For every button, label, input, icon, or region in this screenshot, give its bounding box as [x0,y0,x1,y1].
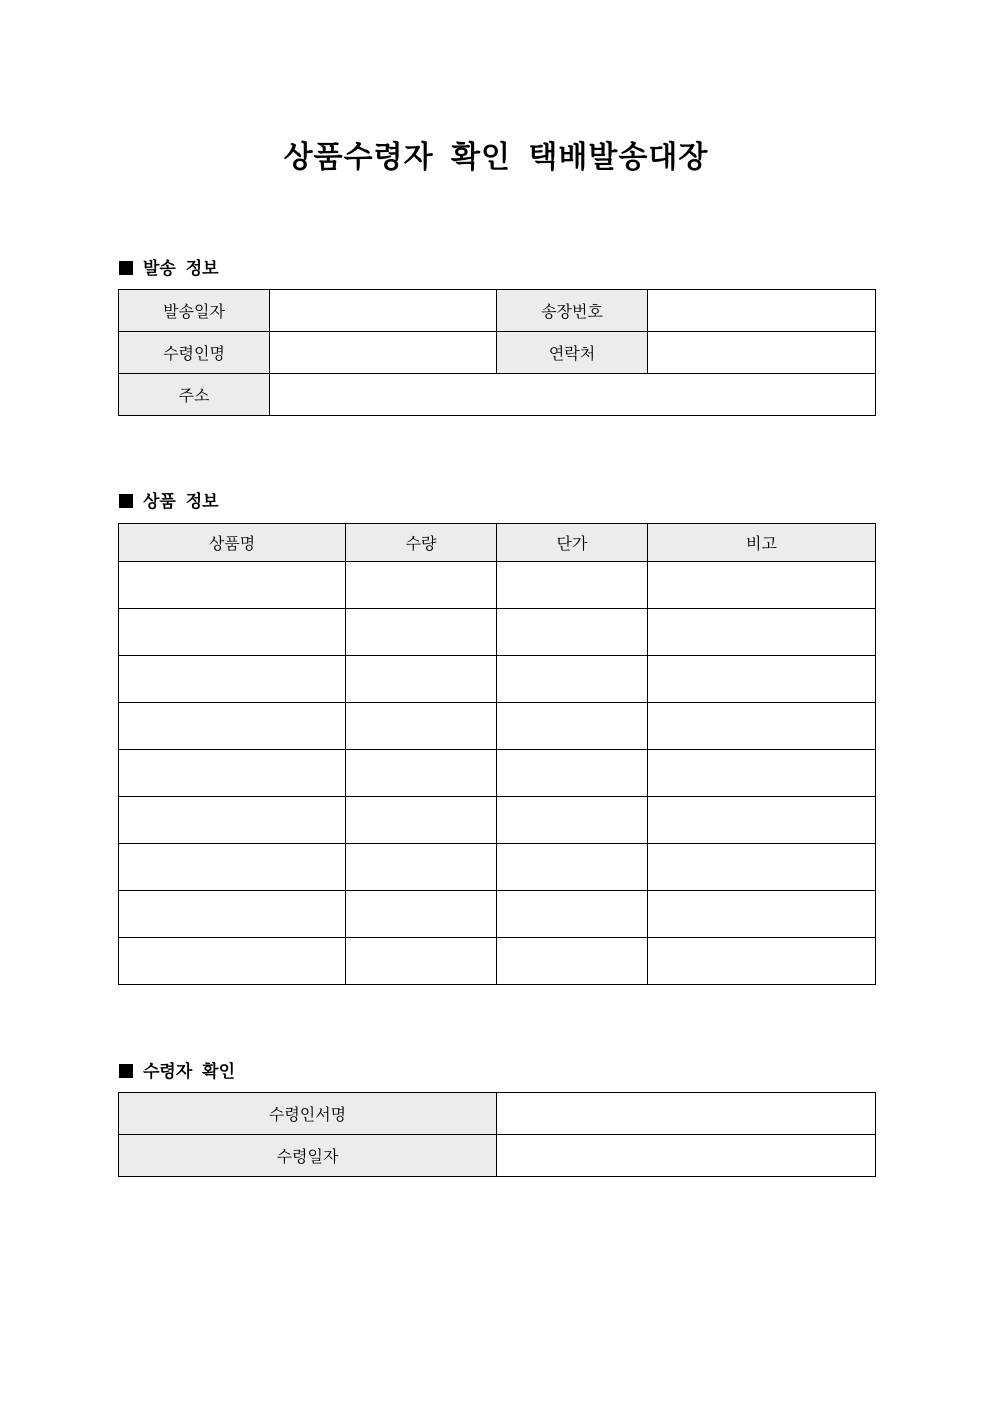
table-cell[interactable] [119,656,346,703]
table-cell[interactable] [648,797,876,844]
table-cell[interactable] [346,656,497,703]
table-cell[interactable] [497,703,648,750]
recipient-signature-label: 수령인서명 [119,1093,497,1135]
table-row [119,844,876,891]
table-cell[interactable] [648,609,876,656]
table-cell[interactable] [497,938,648,985]
table-cell[interactable] [119,703,346,750]
table-row [119,374,876,416]
square-bullet-icon [119,1064,133,1078]
table-header-row [119,524,876,562]
invoice-number-field[interactable] [648,290,876,332]
table-row [119,656,876,703]
table-cell[interactable] [346,797,497,844]
receipt-date-field[interactable] [497,1135,876,1177]
product-info-table [118,523,876,985]
ship-date-field[interactable] [270,290,497,332]
table-cell[interactable] [648,844,876,891]
recipient-section-heading [119,1057,235,1082]
column-header-unit-price: 단가 [497,524,648,562]
table-cell[interactable] [346,562,497,609]
table-cell[interactable] [346,703,497,750]
recipient-signature-field[interactable] [497,1093,876,1135]
table-cell[interactable] [648,562,876,609]
invoice-number-label: 송장번호 [497,290,648,332]
recipient-confirm-table [118,1092,876,1177]
table-cell[interactable] [497,609,648,656]
receipt-date-label: 수령일자 [119,1135,497,1177]
contact-label: 연락처 [497,332,648,374]
table-cell[interactable] [119,844,346,891]
recipient-heading-text: 수령자 확인 [143,1062,236,1082]
table-row [119,609,876,656]
shipping-info-table [118,289,876,416]
table-cell[interactable] [119,609,346,656]
table-cell[interactable] [497,797,648,844]
table-row [119,1093,876,1135]
table-cell[interactable] [346,938,497,985]
table-cell[interactable] [119,750,346,797]
table-row [119,332,876,374]
shipping-section-heading [119,254,219,279]
table-row [119,797,876,844]
table-cell[interactable] [497,750,648,797]
table-cell[interactable] [346,844,497,891]
square-bullet-icon [119,261,133,275]
table-row [119,703,876,750]
column-header-quantity: 수량 [346,524,497,562]
column-header-remarks: 비고 [648,524,876,562]
ship-date-label: 발송일자 [119,290,270,332]
contact-field[interactable] [648,332,876,374]
table-row [119,290,876,332]
recipient-name-label: 수령인명 [119,332,270,374]
table-row [119,562,876,609]
table-row [119,1135,876,1177]
table-cell[interactable] [497,656,648,703]
address-label: 주소 [119,374,270,416]
product-section-heading [119,487,219,512]
product-heading-text: 상품 정보 [143,492,219,512]
table-cell[interactable] [119,562,346,609]
table-cell[interactable] [648,656,876,703]
table-cell[interactable] [119,891,346,938]
table-cell[interactable] [119,797,346,844]
page-title: 상품수령자 확인 택배발송대장 [283,140,709,175]
table-row [119,938,876,985]
table-cell[interactable] [346,750,497,797]
column-header-product-name: 상품명 [119,524,346,562]
table-cell[interactable] [346,891,497,938]
table-cell[interactable] [497,844,648,891]
table-cell[interactable] [497,891,648,938]
recipient-name-field[interactable] [270,332,497,374]
table-cell[interactable] [648,750,876,797]
table-cell[interactable] [648,938,876,985]
table-cell[interactable] [119,938,346,985]
table-cell[interactable] [346,609,497,656]
table-cell[interactable] [648,703,876,750]
shipping-heading-text: 발송 정보 [143,259,219,279]
square-bullet-icon [119,494,133,508]
table-cell[interactable] [497,562,648,609]
table-row [119,750,876,797]
table-cell[interactable] [648,891,876,938]
address-field[interactable] [270,374,876,416]
table-row [119,891,876,938]
